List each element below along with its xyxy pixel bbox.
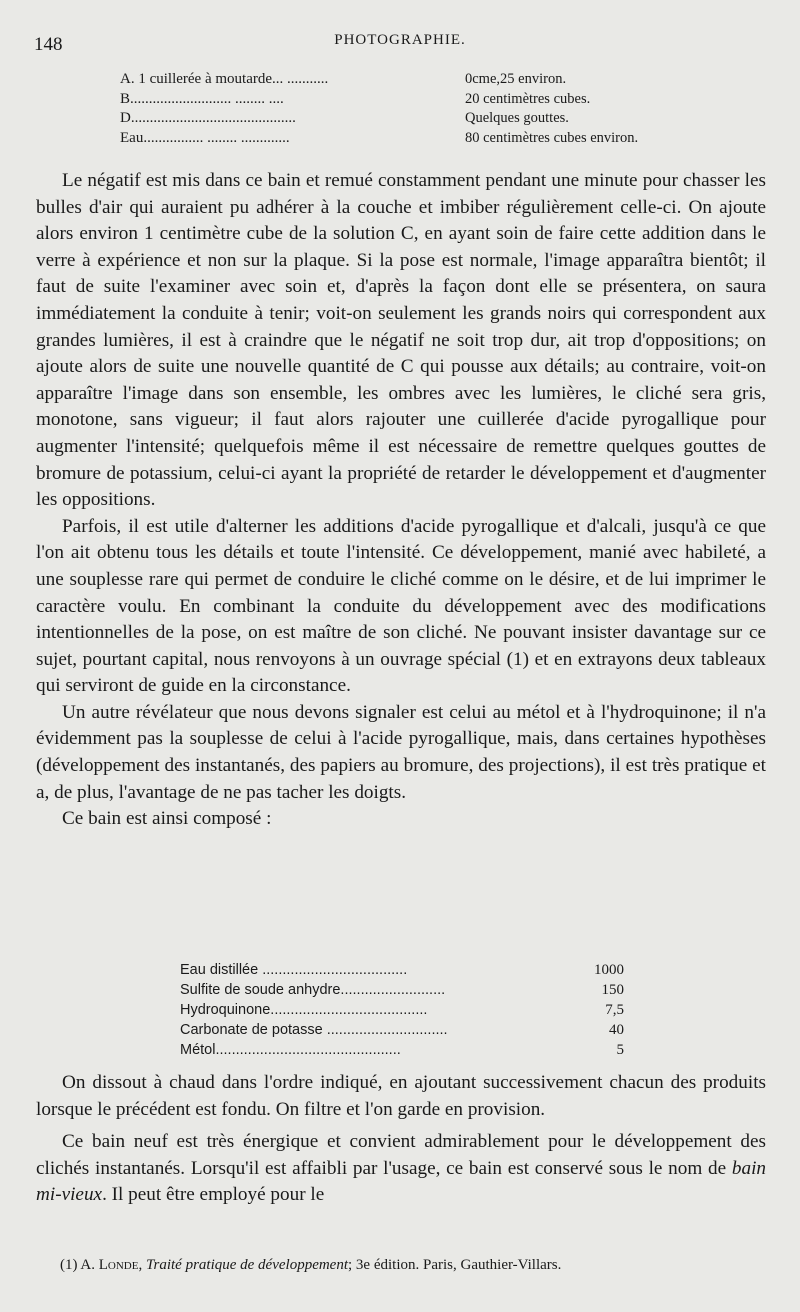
recipe-quantity: 150: [601, 982, 624, 998]
recipe-quantity: 40: [609, 1022, 624, 1038]
recipe-row: [120, 109, 740, 129]
recipe-ingredient: Carbonate de potasse ..............................: [180, 1022, 448, 1038]
recipe-ingredient: D............................................: [120, 110, 296, 126]
recipe-ingredient: B........................... ........ ....: [120, 90, 284, 107]
footnote: [60, 1255, 760, 1275]
recipe-quantity: 1000: [594, 962, 624, 978]
paragraph: Ce bain est ainsi composé :: [62, 808, 272, 830]
recipe-ingredient: Hydroquinone.......................................: [180, 1002, 428, 1018]
page-header: [28, 30, 772, 54]
recipe-quantity: Quelques gouttes.: [465, 110, 569, 126]
recipe-ingredient: A. 1 cuillerée à moutarde... ...........: [120, 71, 329, 87]
running-title: PHOTOGRAPHIE.: [334, 32, 466, 48]
recipe-quantity: 0cme,25 environ.: [465, 71, 567, 87]
recipe-row: [180, 1000, 630, 1020]
footnote-title: Traité pratique de développement: [145, 1257, 349, 1273]
recipe-quantity: 7,5: [605, 1002, 624, 1018]
paragraph-text: Ce bain neuf est très énergique et convient admirablement pour le développement des clichés instantanés. Lorsqu'il est affaibli par l'usage, ce bain est conservé sous le nom de: [36, 1131, 766, 1179]
footnote-author: Londe,: [98, 1257, 143, 1273]
recipe-row: [180, 980, 630, 1000]
recipe-quantity: 5: [616, 1042, 624, 1058]
recipe-quantity: 20 centimètres cubes.: [465, 90, 591, 107]
paragraph: [36, 1129, 766, 1209]
paragraph: Le négatif est mis dans ce bain et remué constamment pendant une minute pour chasser les bulles d'air qui auraient pu adhérer à la couche et imbiber régulièrement celle-ci. On ajoute alors environ 1 centimètre cube de la solution C, en ayant soin de faire cette addition dans le verre à expérience et non sur la plaque. Si la pose est normale, l'image apparaîtra bientôt; il faut de suite l'examiner avec soin et, d'après la façon dont elle se présentera, on saura immédiatement la conduite à tenir; voit-on seulement les grands noirs qui correspondent aux grandes lumières, il est à craindre que le négatif ne soit trop dur, ait trop d'oppositions; on ajoute alors de suite une nouvelle quantité de C qui pousse aux détails; au contraire, voit-on apparaître l'image dans son ensemble, les ombres avec les lumières, le cliché sera gris, monotone, sans vigueur; il faut alors rajouter une cuillerée d'acide pyrogallique pour augmenter l'intensité; quelquefois même il est nécessaire de remettre quelques gouttes de bromure de potassium, celui-ci ayant la propriété de retarder le développement et d'augmenter les oppositions.: [36, 170, 766, 511]
emphasized-term: bain mi-vieux: [36, 1157, 767, 1206]
recipe-row: [180, 1020, 630, 1040]
paragraph-text: . Il peut être employé pour le: [102, 1184, 325, 1206]
footnote-rest: ; 3e édition. Paris, Gauthier-Villars.: [348, 1257, 562, 1273]
recipe-ingredient: Eau................ ........ .............: [120, 129, 290, 146]
closing-text: [36, 1070, 766, 1209]
paragraph: Parfois, il est utile d'alterner les additions d'acide pyrogallique et d'alcali, jusqu'à ce que l'on ait obtenu tous les détails et toute l'intensité. Ce développement, manié avec habileté, a une souplesse rare qui permet de conduire le cliché comme on le désire, et de lui imprimer le caractère voulu. En combinant la conduite du développement avec des modifications intentionnelles de la pose, on est maître de son cliché. Ne pouvant insister davantage sur ce sujet, pourtant capital, nous renvoyons à un ouvrage spécial (1) et en extrayons deux tableaux qui serviront de guide en la circonstance.: [36, 515, 766, 697]
main-text: [36, 168, 766, 833]
recipe-table-b: [180, 960, 630, 1060]
recipe-row: [180, 960, 630, 980]
recipe-row: [120, 70, 740, 90]
recipe-quantity: 80 centimètres cubes environ.: [465, 129, 639, 146]
footnote-marker: (1) A.: [60, 1257, 95, 1273]
paragraph: On dissout à chaud dans l'ordre indiqué, en ajoutant successivement chacun des produits lorsque le précédent est fondu. On filtre et l'on garde en provision.: [36, 1072, 766, 1120]
recipe-row: [180, 1040, 630, 1060]
recipe-row: [120, 90, 740, 110]
recipe-ingredient: Métol..............................................: [180, 1042, 401, 1058]
page-number: 148: [34, 34, 63, 55]
paragraph: Un autre révélateur que nous devons signaler est celui au métol et à l'hydroquinone; il n'a évidemment pas la souplesse de celui à l'acide pyrogallique, mais, dans certaines hypothèses (développement des instantanés, des papiers au bromure, des projections), il est très pratique et a, de plus, l'avantage de ne pas tacher les doigts.: [36, 701, 766, 803]
recipe-ingredient: Sulfite de soude anhydre..........................: [180, 982, 446, 998]
recipe-table-a: [120, 70, 740, 148]
recipe-ingredient: Eau distillée ....................................: [180, 962, 408, 978]
recipe-row: [120, 129, 740, 149]
